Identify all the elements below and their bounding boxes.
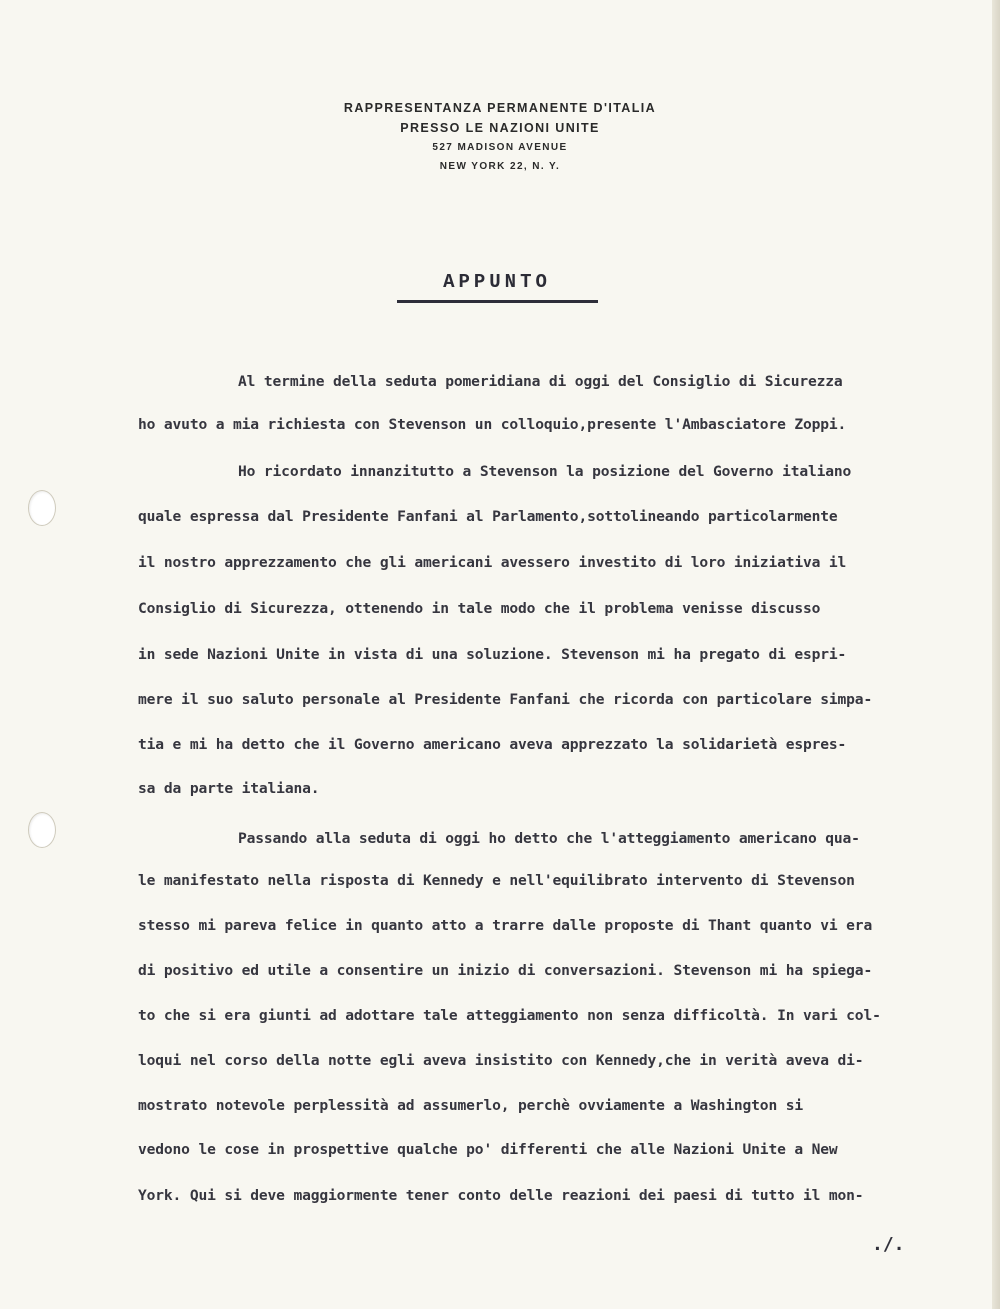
body-line: quale espressa dal Presidente Fanfani al Parlamento,sottolineando particolarmente [138, 508, 838, 525]
body-line: tia e mi ha detto che il Governo americano aveva apprezzato la solidarietà espres- [138, 736, 847, 753]
body-line: in sede Nazioni Unite in vista di una soluzione. Stevenson mi ha pregato di espri- [138, 646, 847, 663]
punch-hole [28, 812, 56, 848]
letterhead [0, 98, 1000, 176]
body-line: ho avuto a mia richiesta con Stevenson un colloquio,presente l'Ambasciatore Zoppi. [138, 416, 847, 433]
body-line: Ho ricordato innanzitutto a Stevenson la posizione del Governo italiano [238, 463, 852, 480]
body-line: il nostro apprezzamento che gli americani avessero investito di loro iniziativa il [138, 554, 847, 571]
letterhead-city: NEW YORK 22, N. Y. [439, 161, 561, 172]
letterhead-address: 527 MADISON AVENUE [432, 142, 568, 153]
body-line: sa da parte italiana. [138, 780, 320, 797]
body-line: le manifestato nella risposta di Kennedy e nell'equilibrato intervento di Stevenson [138, 872, 855, 889]
continuation-mark: ./. [872, 1234, 905, 1255]
body-line: Consiglio di Sicurezza, ottenendo in tale modo che il problema venisse discusso [138, 600, 821, 617]
body-line: di positivo ed utile a consentire un inizio di conversazioni. Stevenson mi ha spiega- [138, 962, 873, 979]
letterhead-organization: RAPPRESENTANZA PERMANENTE D'ITALIA [343, 101, 657, 115]
punch-hole [28, 490, 56, 526]
document-title: APPUNTO [443, 271, 551, 293]
body-line: stesso mi pareva felice in quanto atto a trarre dalle proposte di Thant quanto vi era [138, 917, 873, 934]
body-line: York. Qui si deve maggiormente tener conto delle reazioni dei paesi di tutto il mon- [138, 1187, 864, 1204]
letterhead-subtitle: PRESSO LE NAZIONI UNITE [400, 121, 600, 135]
body-line: mostrato notevole perplessità ad assumerlo, perchè ovviamente a Washington si [138, 1097, 803, 1114]
body-line: mere il suo saluto personale al Presidente Fanfani che ricorda con particolare simpa- [138, 691, 873, 708]
paper-edge [992, 0, 1000, 1309]
body-line: loqui nel corso della notte egli aveva insistito con Kennedy,che in verità aveva di- [138, 1052, 864, 1069]
title-underline [397, 300, 598, 303]
body-line: vedono le cose in prospettive qualche po' differenti che alle Nazioni Unite a New [138, 1141, 838, 1158]
body-line: Passando alla seduta di oggi ho detto che l'atteggiamento americano qua- [238, 830, 860, 847]
body-line: to che si era giunti ad adottare tale atteggiamento non senza difficoltà. In vari col- [138, 1007, 881, 1024]
body-line: Al termine della seduta pomeridiana di oggi del Consiglio di Sicurezza [238, 373, 843, 390]
